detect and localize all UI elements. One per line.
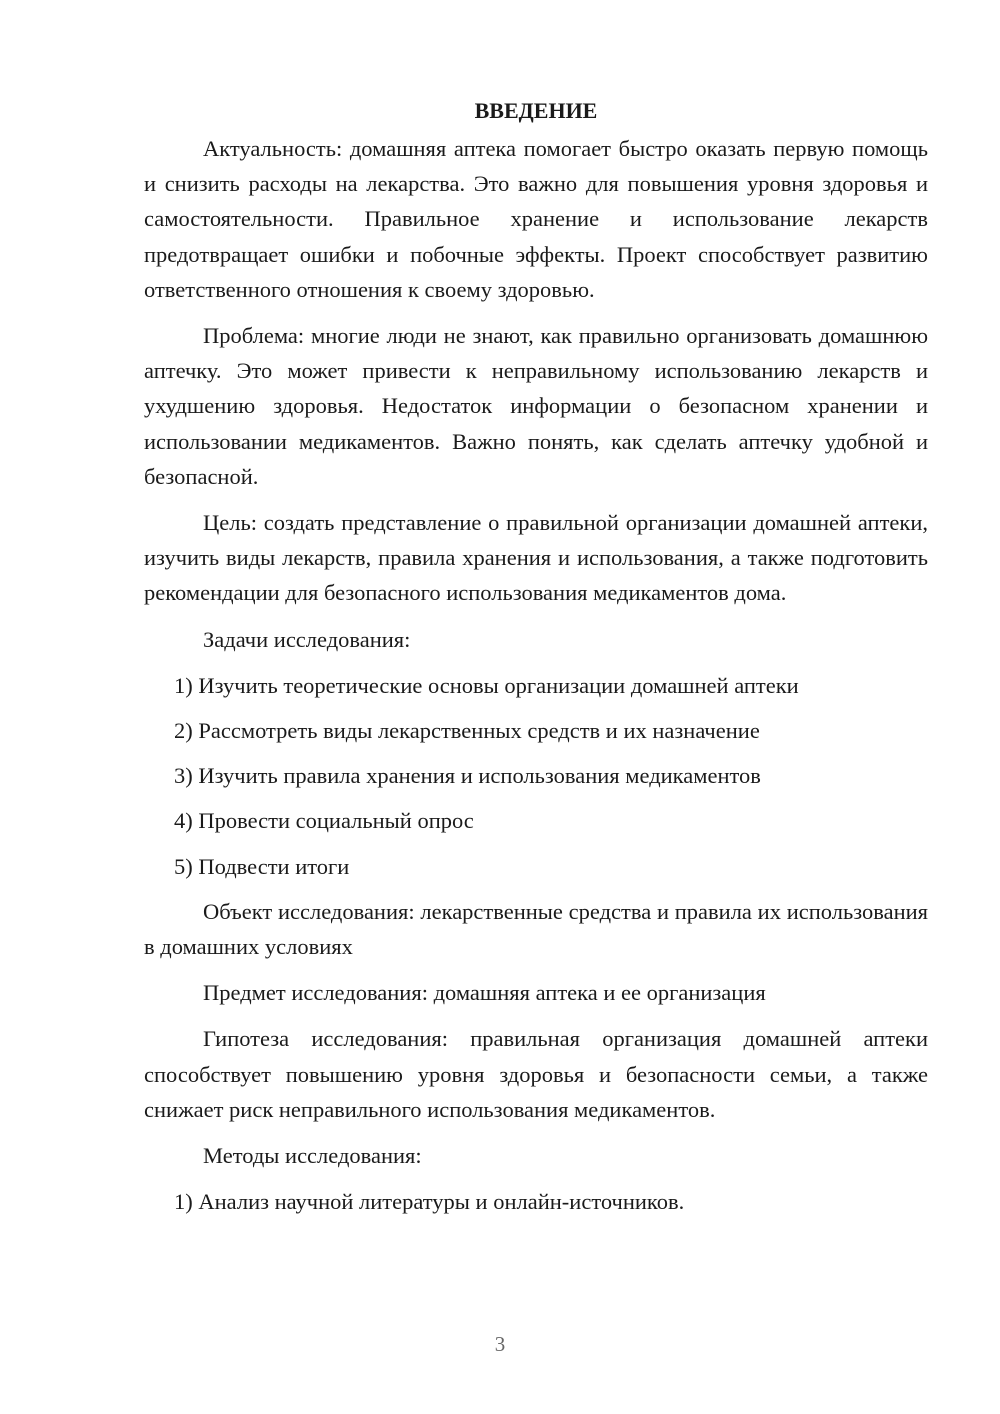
list-item: 3) Изучить правила хранения и использования медикаментов [174, 763, 761, 789]
paragraph-relevance: Актуальность: домашняя аптека помогает быстро оказать первую помощь и снизить расходы на лекарства. Это важно для повышения уровня здоровья и самостоятельности. Правильное хранение и использование лекарств предотвращает ошибки и побочные эффекты. Проект способствует развитию ответственного отношения к своему здоровью. [144, 136, 928, 302]
list-item: 1) Анализ научной литературы и онлайн-источников. [174, 1189, 685, 1215]
tasks-heading: Задачи исследования: [203, 626, 411, 652]
list-item: 4) Провести социальный опрос [174, 808, 474, 834]
paragraph-problem: Проблема: многие люди не знают, как правильно организовать домашнюю аптечку. Это может привести к неправильному использованию лекарств и ухудшению здоровья. Недостаток информации о безопасном хранении и использовании медикаментов. Важно понять, как сделать аптечку удобной и безопасной. [144, 323, 928, 489]
page-title: ВВЕДЕНИЕ [474, 98, 598, 123]
paragraph-subject: Предмет исследования: домашняя аптека и ее организация [203, 980, 766, 1006]
page-number: 3 [494, 1332, 506, 1356]
paragraph-goal: Цель: создать представление о правильной организации домашней аптеки, изучить виды лекарств, правила хранения и использования, а также подготовить рекомендации для безопасного использования медикаментов дома. [144, 510, 928, 606]
paragraph-hypothesis: Гипотеза исследования: правильная организация домашней аптеки способствует повышению уровня здоровья и безопасности семьи, а также снижает риск неправильного использования медикаментов. [144, 1026, 928, 1122]
methods-list [144, 1184, 928, 1219]
document-page [144, 93, 928, 1229]
list-item: 2) Рассмотреть виды лекарственных средств и их назначение [174, 718, 760, 744]
tasks-list [144, 668, 928, 884]
list-item: 1) Изучить теоретические основы организации домашней аптеки [174, 672, 799, 698]
methods-heading: Методы исследования: [203, 1143, 422, 1169]
paragraph-object: Объект исследования: лекарственные средства и правила их использования в домашних условиях [144, 898, 928, 960]
list-item: 5) Подвести итоги [174, 853, 350, 879]
